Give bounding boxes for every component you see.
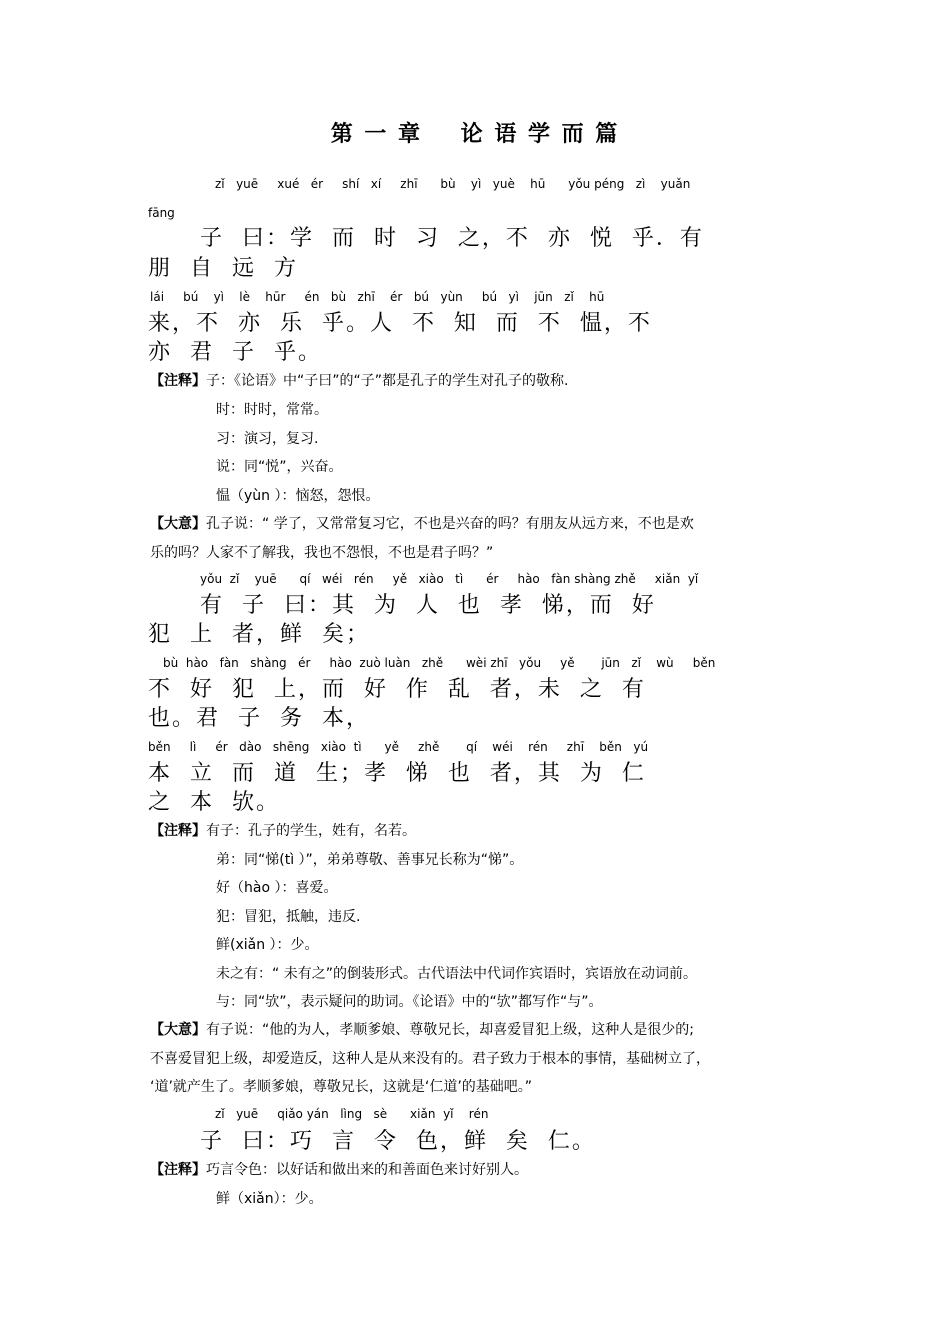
pinyin-line: lái bú yì lè hūr én bù zhī ér bú yùn bú yì jūn zǐ hū bbox=[150, 290, 605, 304]
note-line: 不喜爱冒犯上级，却爱造反，这种人是从来没有的。君子致力于根本的事情，基础树立了， bbox=[150, 1051, 710, 1067]
note-line: 时：时时，常常。 bbox=[216, 402, 328, 418]
note-line: 鲜(xiǎn ）：少。 bbox=[216, 937, 319, 953]
classical-text-line: 不 好 犯 上，而 好 作 乱 者，未 之 有 bbox=[148, 677, 646, 702]
note-line: 未之有：“ 未有之”的倒装形式。古代语法中代词作宾语时，宾语放在动词前。 bbox=[216, 966, 697, 982]
note-line: 弟：同“悌(tì ）”，弟弟尊敬、善事兄长称为“悌”。 bbox=[216, 852, 524, 868]
note-line: 习：演习，复习. bbox=[216, 431, 319, 447]
note-line: 【大意】孔子说：“ 学了，又常常复习它，不也是兴奋的吗？有朋友从远方来，不也是欢 bbox=[150, 516, 694, 532]
note-line: 犯：冒犯，抵触，违反. bbox=[216, 909, 361, 925]
classical-text-line: 亦 君 子 乎。 bbox=[148, 340, 322, 365]
note-line: 说：同“悦”，兴奋。 bbox=[216, 459, 343, 475]
classical-text-line: 有 子 曰：其 为 人 也 孝 悌，而 好 bbox=[200, 593, 656, 618]
note-line: 【注释】子：《论语》中“子曰”的“子”都是孔子的学生对孔子的敬称. bbox=[150, 373, 569, 389]
pinyin-line: běn lì ér dào shēng xiào tì yě zhě qí wéi rén zhī běn yú bbox=[148, 740, 649, 754]
classical-text-line: 子 曰：学 而 时 习 之，不 亦 悦 乎．有 bbox=[200, 226, 704, 251]
classical-text-line: 来，不 亦 乐 乎。人 不 知 而 不 愠，不 bbox=[148, 311, 652, 336]
classical-text-line: 本 立 而 道 生；孝 悌 也 者，其 为 仁 bbox=[148, 761, 646, 786]
pinyin-line: zǐ yuē xué ér shí xí zhī bù yì yuè hū yǒu péng zì yuǎn bbox=[215, 177, 691, 191]
chapter-title: 第 一 章 论 语 学 而 篇 bbox=[330, 122, 620, 147]
note-line: 乐的吗？人家不了解我，我也不怨恨，不也是君子吗？” bbox=[150, 545, 494, 561]
note-line: 好（hào ）：喜爱。 bbox=[216, 880, 338, 896]
pinyin-line: fāng bbox=[148, 206, 175, 220]
pinyin-line: bù hào fàn shàng ér hào zuò luàn zhě wèi zhī yǒu yě jūn zǐ wù běn bbox=[163, 656, 716, 670]
classical-text-line: 犯 上 者，鲜 矣； bbox=[148, 622, 370, 647]
note-line: 【注释】有子：孔子的学生，姓有，名若。 bbox=[150, 823, 416, 839]
classical-text-line: 之 本 欤。 bbox=[148, 790, 280, 815]
note-line: 【注释】巧言令色：以好话和做出来的和善面色来讨好别人。 bbox=[150, 1162, 528, 1178]
note-line: 鲜（xiǎn）：少。 bbox=[216, 1191, 323, 1207]
note-line: 与：同“欤”，表示疑问的助词。《论语》中的“欤”都写作“与”。 bbox=[216, 994, 603, 1010]
note-line: 【大意】有子说：“他的为人，孝顺爹娘、尊敬兄长，却喜爱冒犯上级，这种人是很少的; bbox=[150, 1022, 694, 1038]
classical-text-line: 子 曰：巧 言 令 色，鲜 矣 仁。 bbox=[200, 1129, 596, 1154]
classical-text-line: 也。君 子 务 本， bbox=[148, 706, 370, 731]
note-line: 愠（yùn ）：恼怒，怨恨。 bbox=[216, 488, 380, 504]
note-line: ‘道’就产生了。孝顺爹娘，尊敬兄长，这就是‘仁道’的基础吧。” bbox=[150, 1079, 533, 1095]
pinyin-line: yǒu zǐ yuē qí wéi rén yě xiào tì ér hào fàn shàng zhě xiǎn yǐ bbox=[200, 572, 699, 586]
classical-text-line: 朋 自 远 方 bbox=[148, 256, 298, 281]
pinyin-line: zǐ yuē qiǎo yán lìng sè xiǎn yǐ rén bbox=[215, 1107, 489, 1121]
